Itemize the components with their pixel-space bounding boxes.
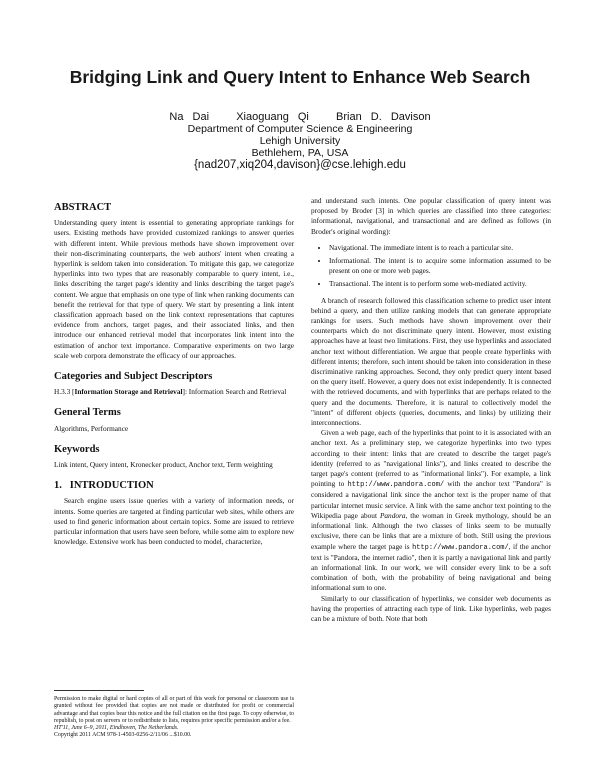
categories-heading: Categories and Subject Descriptors xyxy=(54,371,213,383)
author-names: Na Dai Xiaoguang Qi Brian D. Davison xyxy=(169,111,431,123)
list-item: • Informational. The intent is to acquire some information assumed to be present on one or more web pages. xyxy=(329,256,551,276)
abstract-text: Understanding query intent is essential to generating appropriate rankings for users. Existing methods have provided customized rankings to answer queries with different intent. While previous methods have shown improvement over their non-discriminating counterparts, the web authors' intent when creating a hyperlink is seldom taken into consideration. To mitigate this gap, we categorize hyperlinks into two types that are reasonably comparable to query intent, i.e., links describing the target page's identity and links describing the target page's content. We argue that emphasis on one type of link when ranking documents can benefit the retrieval for that type of query. We start by presenting a link intent classification approach based on the link context representations that captures evidence from anchors, target pages, and their associated links, and then introduce our enhanced retrieval model that incorporates link intent into the estimation of anchor text importance. Comparative experiments on two large scale web corpora demonstrate the efficacy of our approaches. xyxy=(54,218,294,360)
categories-suffix: ]: Information Search and Retrieval xyxy=(182,387,287,397)
right-paragraph-4: Similarly to our classification of hyperlinks, we consider web documents as having the properties of attracting each type of link. Like hyperlinks, web pages can be a mixture of both. Note that both xyxy=(311,593,551,623)
keywords-heading: Keywords xyxy=(54,443,100,455)
categories-prefix: H.3.3 [ xyxy=(54,387,75,397)
general-terms-text: Algorithms, Performance xyxy=(54,423,129,433)
author-block xyxy=(0,111,600,171)
categories-bold: Information Storage and Retrieval xyxy=(74,387,183,397)
footnote xyxy=(54,690,294,740)
introduction-paragraph: Search engine users issue queries with a variety of information needs, or intents. Some queries are targeted at finding particular web sites, while others are used to find generic information about certain topics. Some are issued to retrieve particular information that users have seen before, while some aim to explore new knowledge. Extensive work has been conducted to model, characterize, xyxy=(54,496,294,547)
p3-emphasis: Pandora xyxy=(379,510,406,520)
right-column xyxy=(311,196,551,624)
author-department: Department of Computer Science & Engineering xyxy=(187,123,413,135)
right-paragraph-3 xyxy=(311,428,551,593)
footnote-copyright: Copyright 2011 ACM 978-1-4503-0256-2/11/06 ...$10.00. xyxy=(54,732,192,739)
general-terms-heading: General Terms xyxy=(54,407,121,419)
right-paragraph-2: A branch of research followed this classification scheme to predict user intent behind a query, and then utilize ranking models that can generate appropriate rankings for users. Such methods have shown improvement over their counterparts which do not discriminate query intent. However, most existing approaches have at least two limitations. First, they use hyperlinks and associated anchor text without differentiation. We argue that people create hyperlinks with different intents; therefore, such intent should be taken into consideration in these discriminative ranking approaches. Second, they only predict query intent based on the query itself. However, a query does not exist independently. It is connected with the retrieved documents, and with hyperlinks that are perhaps related to the query and the documents. Therefore, it is natural to collectively model the "intent" of different objects (queries, documents, and links) by utilizing their interconnections. xyxy=(311,295,551,428)
abstract-heading: ABSTRACT xyxy=(54,202,112,213)
introduction-heading: 1. INTRODUCTION xyxy=(54,480,154,492)
right-paragraph-1: and understand such intents. One popular classification of query intent was proposed by Broder [3] in which queries are classified into three categories: informational, navigational, and transactional and are defined as follows (in Broder's original wording): xyxy=(311,196,551,236)
author-email: {nad207,xiq204,davison}@cse.lehigh.edu xyxy=(194,159,406,171)
p3-part-d: , if the anchor text is "Pandora, the internet radio", then it is partly a navigational link and partly an informational link. In our work, we will consider every link to be a soft combination of both, with the probability of being navigational and being informational sum to one. xyxy=(311,541,551,593)
keywords-text: Link intent, Query intent, Kronecker product, Anchor text, Term weighting xyxy=(54,460,273,470)
p3-part-b: with the anchor text "Pandora" is considered a navigational link since the anchor text is the proper name of that particular internet music service. A link with the same anchor text pointing to the Wikipedia page about xyxy=(311,479,551,520)
footnote-rule xyxy=(54,690,144,691)
footnote-venue-text: HT'11, June 6–9, 2011, Eindhoven, The Netherlands. xyxy=(54,725,179,732)
pandora-url-2: http://www.pandora.com/ xyxy=(412,543,509,552)
author-university: Lehigh University xyxy=(259,135,341,147)
paper-title: Bridging Link and Query Intent to Enhance Web Search xyxy=(69,67,531,87)
pandora-url-1: http://www.pandora.com/ xyxy=(347,481,445,490)
footnote-permission: Permission to make digital or hard copies of all or part of this work for personal or classroom use is granted without fee provided that copies are not made or distributed for profit or commercial advantage and that copies bear this notice and the full citation on the first page. To copy otherwise, to republish, to post on servers or to redistribute to lists, requires prior specific permission and/or a fee. xyxy=(54,696,294,724)
intent-list xyxy=(311,243,551,290)
author-city: Bethlehem, PA, USA xyxy=(251,147,349,159)
p3-part-a: Given a web page, each of the hyperlinks that point to it is associated with an anchor text. As a preliminary step, we categorize hyperlinks into two types according to their intent: links that are created to describe the target page's identity (referred to as "navigational links"), and links created to describe the target page's content (referred to as "informational links"). For example, a link pointing to xyxy=(311,428,551,489)
list-item: • Transactional. The intent is to perform some web-mediated activity. xyxy=(329,279,551,289)
list-item: • Navigational. The immediate intent is to reach a particular site. xyxy=(329,243,551,253)
left-column xyxy=(54,203,294,547)
p3-part-c: , the woman in Greek mythology, should be an informational link. Although the two classes of links seem to be mutually exclusive, there can be links that are a mixture of both. Still using the previous example where the target page is xyxy=(311,510,551,551)
categories-text xyxy=(54,387,294,397)
